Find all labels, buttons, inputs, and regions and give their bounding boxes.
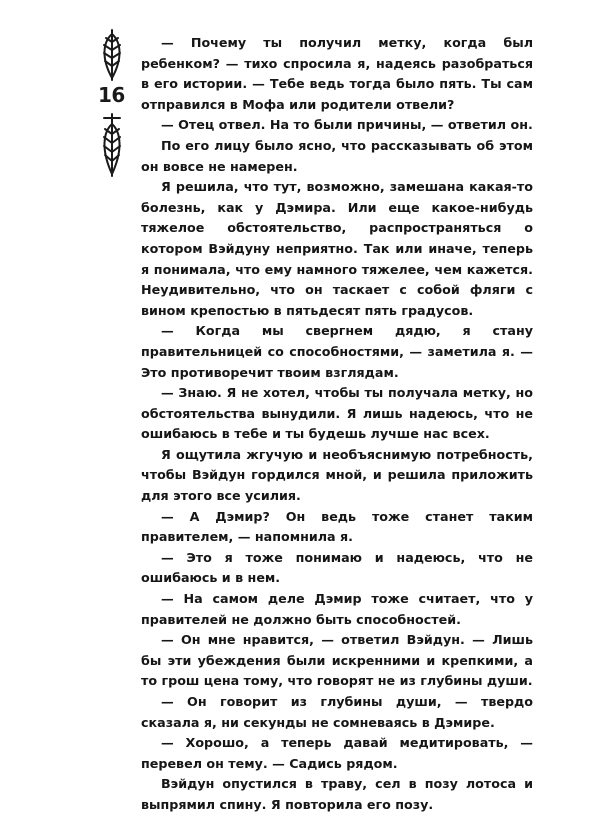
paragraph: По его лицу было ясно, что рассказывать об этом он вовсе не намерен. (141, 137, 533, 174)
paragraph: Вэйдун опустился в траву, сел в позу лотоса и выпрямил спину. Я повторила его позу. (141, 776, 533, 812)
paragraph: — Хорошо, а теперь давай медитировать, — перевел он тему. — Садись рядом. (141, 735, 533, 771)
paragraph: — А Дэмир? Он ведь тоже станет таким правителем, — напомнила я. (141, 508, 533, 545)
page-number: 16 (98, 84, 138, 106)
paragraph: — Знаю. Я не хотел, чтобы ты получала метку, но обстоятельства вынудили. Я лишь надеюсь, что не ошибаюсь в тебе и ты будешь лучше нас всех. (141, 385, 533, 442)
paragraph: — Он говорит из глубины души, — твердо сказала я, ни секунды не сомневаясь в Дэмире. (141, 694, 533, 730)
body-text (141, 33, 533, 816)
paragraph: — Это я тоже понимаю и надеюсь, что не ошибаюсь и в нем. (141, 549, 533, 586)
paragraph: — Отец отвел. На то были причины, — ответил он. (161, 117, 533, 133)
paragraph: Я решила, что тут, возможно, замешана какая-то болезнь, как у Дэмира. Или еще какое-нибудь тяжелое обстоятельство, распространяться о котором Вэйдуну неприятно. Так или иначе, теперь я понимала, что ему намного тяжелее, чем кажется. Неудивительно, что он таскает с собой фляги с вином крепостью в пятьдесят пять градусов. (141, 179, 533, 318)
paragraph: — Когда мы свергнем дядю, я стану правительницей со способностями, — заметила я. — Это противоречит твоим взглядам. (141, 323, 533, 380)
paragraph: — На самом деле Дэмир тоже считает, что у правителей не должно быть способностей. (141, 591, 533, 627)
paragraph: Я ощутила жгучую и необъяснимую потребность, чтобы Вэйдун гордился мной, и решила приложить для этого все усилия. (141, 446, 533, 504)
paragraph: — Он мне нравится, — ответил Вэйдун. — Лишь бы эти убеждения были искренними и крепкими, а то грош цена тому, что говорят не из глубины души. (141, 632, 533, 689)
paragraph: — Почему ты получил метку, когда был ребенком? — тихо спросила я, надеясь разобраться в его истории. — Тебе ведь тогда было пять. Ты сам отправился в Мофа или родители отвели? (141, 35, 533, 112)
